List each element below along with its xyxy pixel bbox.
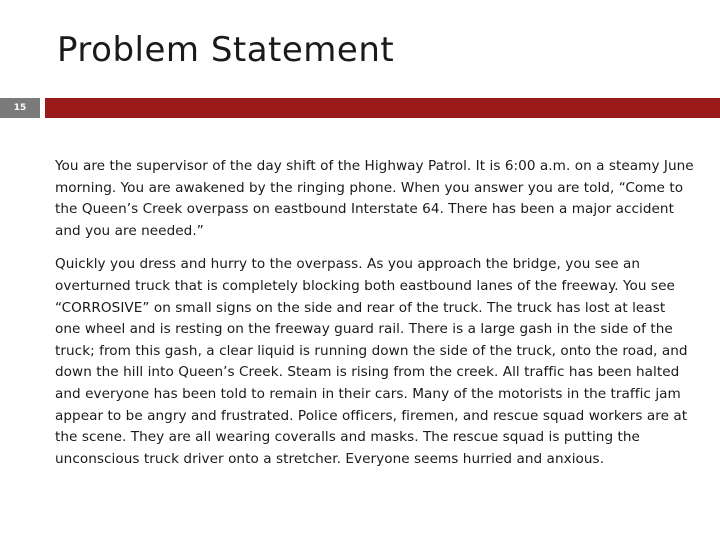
slide-number-box (0, 98, 40, 118)
slide-body (55, 156, 695, 470)
title-accent-bar (45, 98, 720, 118)
paragraph: You are the supervisor of the day shift of the Highway Patrol. It is 6:00 a.m. on a steamy June morning. You are awakened by the ringing phone. When you answer you are told, “Come to the Queen’s Creek overpass on eastbound Interstate 64. There has been a major accident and you are needed.” (55, 158, 694, 239)
slide-number: 15 (13, 103, 27, 113)
slide-title: Problem Statement (57, 30, 395, 70)
paragraph: Quickly you dress and hurry to the overpass. As you approach the bridge, you see an overturned truck that is completely blocking both eastbound lanes of the freeway. You see “CORROSIVE” on small signs on the side and rear of the truck. The truck has lost at least one wheel and is resting on the freeway guard rail. There is a large gash in the side of the truck; from this gash, a clear liquid is running down the side of the truck, onto the road, and down the hill into Queen’s Creek. Steam is rising from the creek. All traffic has been halted and everyone has been told to remain in their cars. Many of the motorists in the traffic jam appear to be angry and frustrated. Police officers, firemen, and rescue squad workers are at the scene. They are all wearing coveralls and masks. The rescue squad is putting the unconscious truck driver onto a stretcher. Everyone seems hurried and anxious. (55, 256, 688, 467)
